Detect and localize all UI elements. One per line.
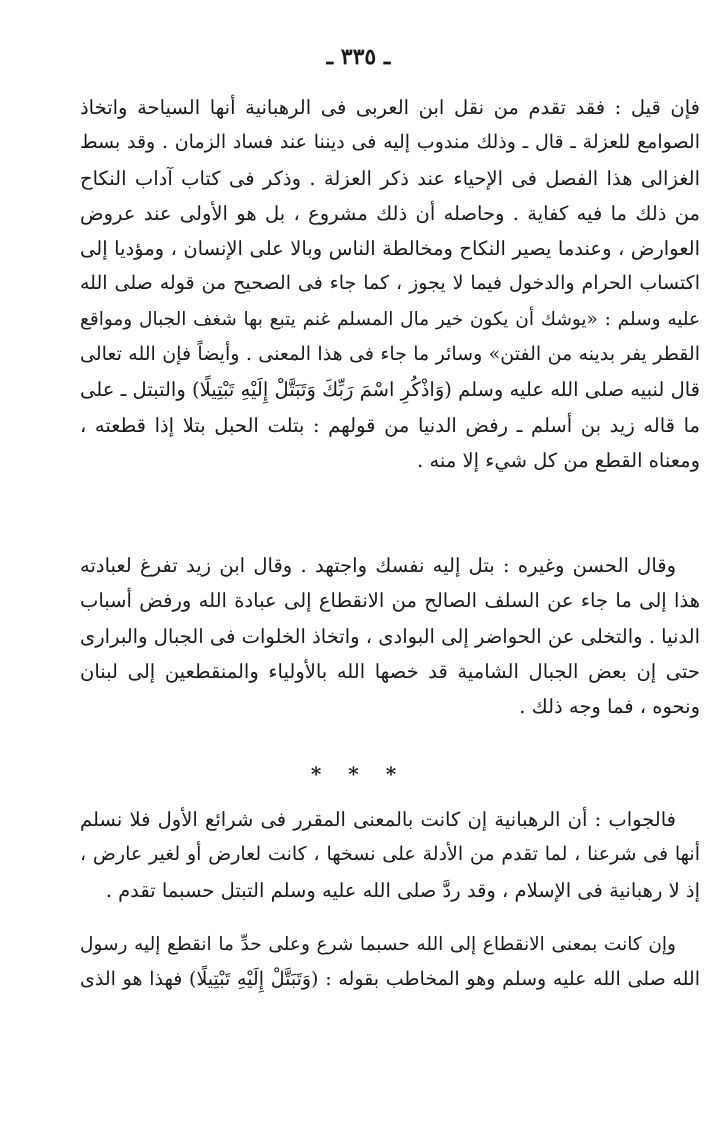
text-line: الصوامع للعزلة ـ قال ـ وذلك مندوب إليه فى ديننا عند فساد الزمان . وقد بسط bbox=[80, 131, 700, 154]
page-number: ـ ٣٣٥ ـ bbox=[326, 44, 391, 70]
section-separator: * * * bbox=[310, 762, 407, 786]
paragraph-answer bbox=[80, 802, 700, 908]
text-line: قال لنبيه صلى الله عليه وسلم (وَاذْكُرِ اسْمَ رَبِّكَ وَتَبَتَّلْ إِلَيْهِ تَبْتِيلًا) والتبتل ـ على bbox=[80, 378, 700, 402]
text-line: حتى إن بعض الجبال الشامية قد خصها الله بالأولياء والمنقطعين إلى لبنان bbox=[80, 659, 700, 683]
text-line: أنها فى شرعنا ، لما تقدم من الأدلة على نسخها ، كانت لعارض أو لغير عارض ، bbox=[80, 843, 700, 866]
text-line: ما قاله زيد بن أسلم ـ رفض الدنيا من قولهم : بتلت الحبل بتلا إذا قطعته ، bbox=[80, 413, 700, 437]
text-line: العوارض ، وعندما يصير النكاح ومخالطة الناس وبالا على الإنسان ، ومؤديا إلى bbox=[80, 237, 700, 261]
text-line: الدنيا . والتخلى عن الحواضر إلى البوادى ، واتخاذ الخلوات فى الجبال والبرارى bbox=[80, 624, 700, 648]
paragraph-answer-continued bbox=[80, 927, 700, 998]
text-line: وإن كانت بمعنى الانقطاع إلى الله حسبما شرع وعلى حدِّ ما انقطع إليه رسول bbox=[80, 934, 676, 955]
text-line: ونحوه ، فما وجه ذلك . bbox=[519, 695, 700, 719]
text-line: فالجواب : أن الرهبانية إن كانت بالمعنى المقرر فى شرائع الأول فلا نسلم bbox=[80, 808, 676, 831]
text-line: إذ لا رهبانية فى الإسلام ، وقد ردَّ صلى الله عليه وسلم التبتل حسبما تقدم . bbox=[105, 878, 700, 902]
text-line: اكتساب الحرام والدخول فيما لا يجوز ، كما جاء فى الصحيح من قوله صلى الله bbox=[80, 272, 700, 295]
paragraph-objection bbox=[80, 90, 700, 478]
text-line: عليه وسلم : «يوشك أن يكون خير مال المسلم غنم يتبع بها شغف الجبال ومواقع bbox=[80, 308, 700, 330]
paragraph-additional-objection bbox=[80, 548, 700, 724]
text-line: هذا إلى ما جاء عن السلف الصالح من الانقطاع إلى عبادة الله ورفض أسباب bbox=[80, 589, 700, 613]
text-line: وقال الحسن وغيره : بتل إليه نفسك واجتهد . وقال ابن زيد تفرغ لعبادته bbox=[80, 554, 676, 577]
text-line: ومعناه القطع من كل شيء إلا منه . bbox=[417, 448, 700, 472]
text-line: فإن قيل : فقد تقدم من نقل ابن العربى فى الرهبانية أنها السياحة واتخاذ bbox=[80, 96, 700, 119]
text-line: القطر يفر بدينه من الفتن» وسائر ما جاء فى هذا المعنى . وأيضاً فإن الله تعالى bbox=[80, 343, 700, 366]
text-line: الله صلى الله عليه وسلم وهو المخاطب بقوله : (وَتَبَتَّلْ إِلَيْهِ تَبْتِيلًا) فهذا هو الذى bbox=[80, 968, 700, 991]
text-line: من ذلك ما فيه كفاية . وحاصله أن ذلك مشروع ، بل هو الأولى عند عروض bbox=[80, 201, 700, 225]
text-line: الغزالى هذا الفصل فى الإحياء عند ذكر العزلة . وذكر فى كتاب آداب النكاح bbox=[80, 166, 700, 190]
